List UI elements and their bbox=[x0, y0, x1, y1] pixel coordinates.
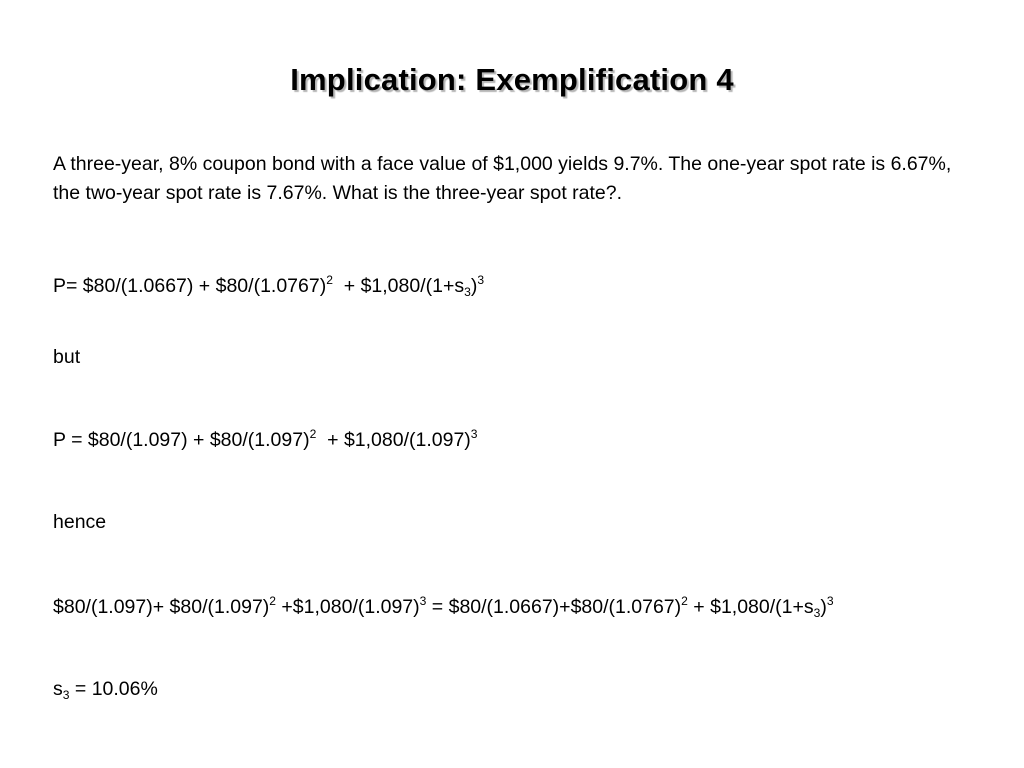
eq3-part-b: +$1,080/(1.097) bbox=[276, 596, 420, 618]
intro-paragraph: A three-year, 8% coupon bond with a face value of $1,000 yields 9.7%. The one-year spot rate is 6.67%, the two-year spot rate is 7.67%. What is the three-year spot rate?. bbox=[53, 153, 952, 204]
result-value: = 10.06% bbox=[69, 678, 158, 700]
eq2-part-a: P = $80/(1.097) + $80/(1.097) bbox=[53, 429, 310, 451]
eq1-part-c: ) bbox=[470, 275, 478, 297]
eq1-exponent-a: 2 bbox=[326, 273, 333, 288]
eq3-part-c: = $80/(1.0667)+$80/(1.0767) bbox=[426, 596, 682, 618]
eq2-exponent-a: 2 bbox=[309, 427, 317, 442]
eq1-part-b: + $1,080/(1+s bbox=[332, 275, 465, 297]
eq3-exponent-c: 2 bbox=[681, 594, 688, 609]
equation-equality bbox=[53, 593, 834, 622]
eq1-exponent-c: 3 bbox=[477, 273, 485, 288]
eq2-exponent-b: 3 bbox=[470, 427, 478, 442]
eq2-part-b: + $1,080/(1.097) bbox=[316, 429, 471, 451]
equation-spot-rates bbox=[53, 272, 484, 301]
result-subscript: 3 bbox=[62, 687, 70, 702]
slide-title: Implication: Exemplification 4 bbox=[290, 62, 734, 97]
eq1-part-a: P= $80/(1.0667) + $80/(1.0767) bbox=[53, 275, 327, 297]
equation-yield bbox=[53, 426, 478, 455]
but-label: but bbox=[53, 346, 81, 368]
eq3-exponent-a: 2 bbox=[269, 594, 276, 609]
eq3-subscript-d: 3 bbox=[813, 605, 821, 620]
eq3-part-e: ) bbox=[820, 596, 827, 618]
eq3-part-a: $80/(1.097)+ $80/(1.097) bbox=[53, 596, 270, 618]
eq3-part-d: + $1,080/(1+s bbox=[687, 596, 814, 618]
eq3-exponent-e: 3 bbox=[826, 594, 834, 609]
eq1-subscript-b: 3 bbox=[464, 284, 471, 299]
eq3-exponent-b: 3 bbox=[419, 594, 427, 609]
hence-label: hence bbox=[53, 511, 107, 533]
result-line bbox=[53, 675, 158, 704]
result-symbol: s bbox=[53, 678, 63, 700]
